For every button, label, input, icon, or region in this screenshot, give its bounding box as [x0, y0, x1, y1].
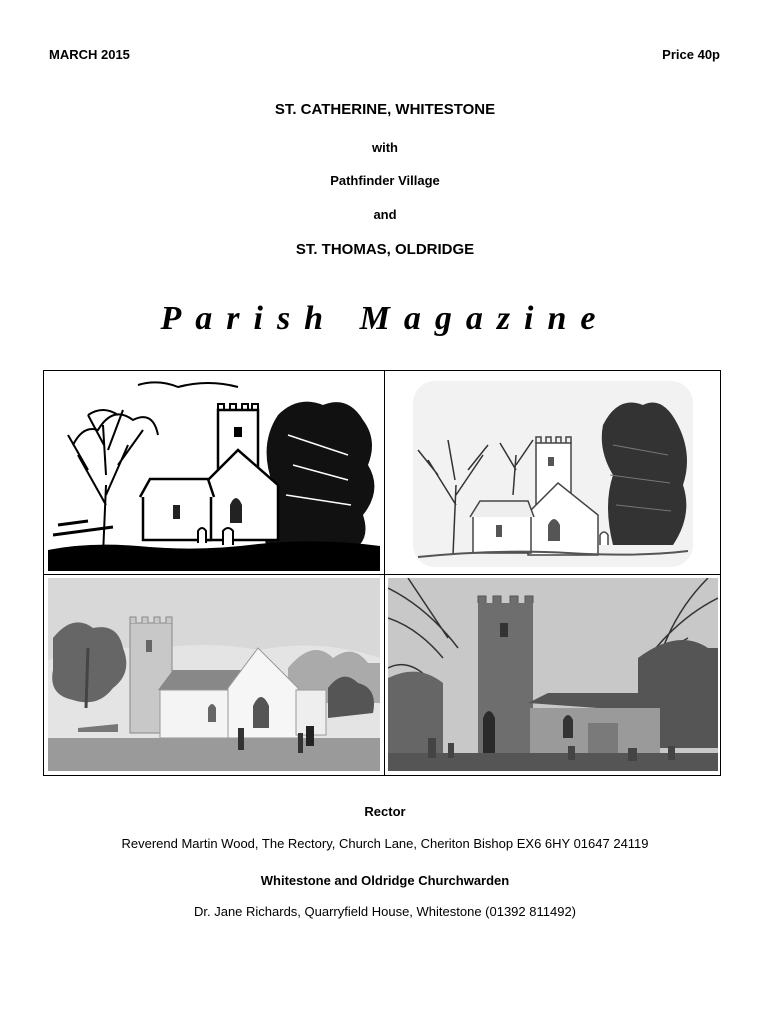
- rector-details: Reverend Martin Wood, The Rectory, Church Lane, Cheriton Bishop EX6 6HY 01647 24119: [121, 836, 649, 851]
- church-drawing-pencil: [388, 375, 718, 571]
- churchwarden-details: Dr. Jane Richards, Quarryfield House, Whitestone (01392 811492): [193, 904, 576, 919]
- rector-label: Rector: [364, 804, 406, 819]
- church-drawing-ink: [48, 375, 380, 571]
- church-photograph: [388, 578, 718, 771]
- grid-divider-horizontal: [44, 574, 720, 575]
- title-village: Pathfinder Village: [330, 173, 440, 188]
- church-image-grid: [43, 370, 721, 776]
- churchwarden-label: Whitestone and Oldridge Churchwarden: [260, 873, 510, 888]
- masthead: Parish Magazine: [160, 300, 610, 337]
- title-and: and: [373, 207, 397, 222]
- parish-title-whitestone: ST. CATHERINE, WHITESTONE: [274, 101, 496, 118]
- title-with: with: [372, 140, 398, 155]
- parish-title-oldridge: ST. THOMAS, OLDRIDGE: [295, 241, 475, 258]
- church-print-engraving: [48, 578, 380, 771]
- grid-divider-vertical: [384, 371, 385, 775]
- issue-date: MARCH 2015: [49, 47, 130, 62]
- issue-price: Price 40p: [662, 47, 720, 62]
